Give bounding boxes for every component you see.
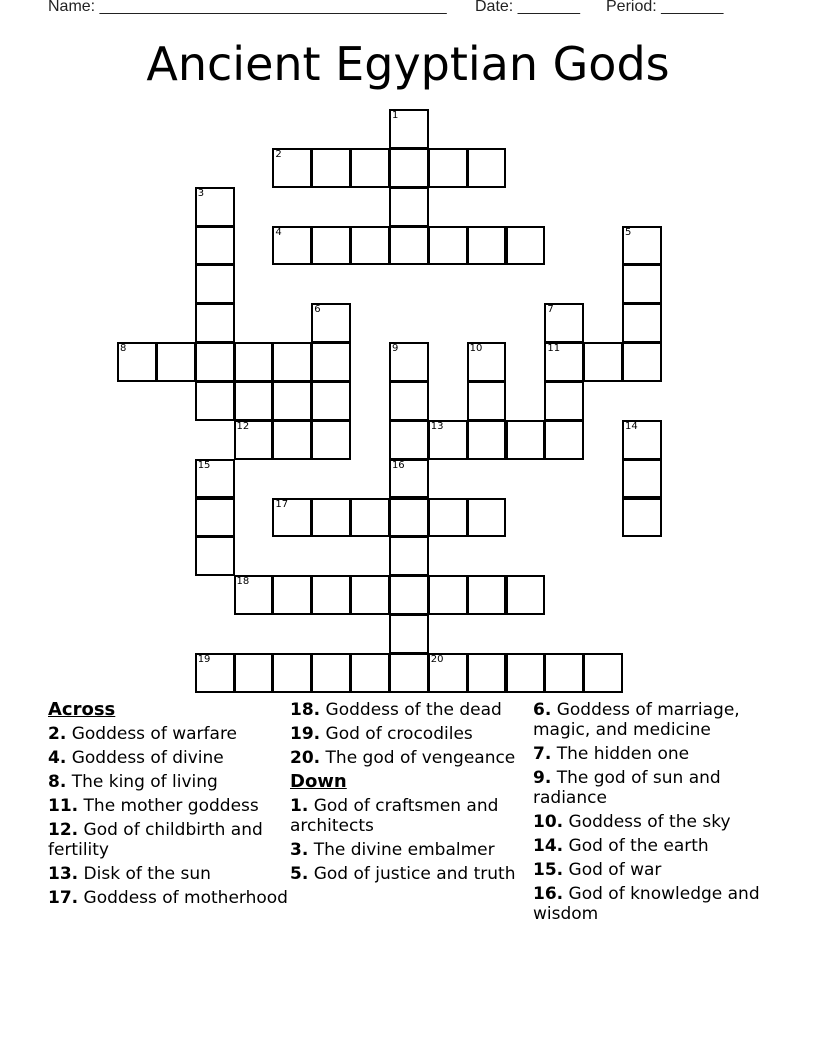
grid-cell[interactable] (622, 342, 662, 382)
clue-number: 10. (533, 812, 564, 832)
clue-text: The hidden one (556, 744, 690, 764)
grid-cell[interactable] (234, 420, 274, 460)
clue-number: 11. (48, 796, 79, 816)
grid-cell[interactable] (234, 575, 274, 615)
grid-cell[interactable] (506, 653, 546, 693)
clue-number: 16. (533, 884, 564, 904)
clue-item (48, 820, 288, 860)
grid-cell[interactable] (389, 536, 429, 576)
clue-number: 12. (48, 820, 79, 840)
clue-text: Goddess of warfare (71, 724, 238, 744)
across-heading: Across (48, 699, 116, 720)
cell-number: 6 (314, 304, 321, 316)
clue-item (533, 768, 773, 808)
clue-item (290, 748, 530, 768)
clue-text: The divine embalmer (313, 840, 495, 860)
clue-item (48, 864, 288, 884)
grid-cell[interactable] (156, 342, 196, 382)
clue-column-1 (48, 700, 288, 912)
grid-cell[interactable] (506, 226, 546, 266)
clue-text: The mother goddess (83, 796, 259, 816)
grid-cell[interactable] (195, 264, 235, 304)
grid-cell[interactable] (195, 381, 235, 421)
grid-cell[interactable] (350, 226, 390, 266)
grid-cell[interactable] (428, 653, 468, 693)
clue-number: 4. (48, 748, 67, 768)
clue-item (290, 700, 530, 720)
clue-number: 1. (290, 796, 309, 816)
date-field[interactable]: Date: _______ (475, 0, 580, 15)
clue-item (533, 812, 773, 832)
grid-cell[interactable] (311, 226, 351, 266)
grid-cell[interactable] (272, 420, 312, 460)
grid-cell[interactable] (544, 342, 584, 382)
clue-number: 20. (290, 748, 321, 768)
grid-cell[interactable] (311, 653, 351, 693)
clue-number: 2. (48, 724, 67, 744)
grid-cell[interactable] (428, 148, 468, 188)
grid-cell[interactable] (389, 187, 429, 227)
grid-cell[interactable] (467, 575, 507, 615)
grid-cell[interactable] (467, 148, 507, 188)
grid-cell[interactable] (622, 303, 662, 343)
grid-cell[interactable] (467, 342, 507, 382)
grid-cell[interactable] (389, 148, 429, 188)
grid-cell[interactable] (195, 226, 235, 266)
grid-cell[interactable] (272, 653, 312, 693)
grid-cell[interactable] (117, 342, 157, 382)
clue-text: The king of living (71, 772, 218, 792)
clue-text: Goddess of divine (71, 748, 224, 768)
grid-cell[interactable] (467, 653, 507, 693)
grid-cell[interactable] (234, 342, 274, 382)
grid-cell[interactable] (389, 342, 429, 382)
grid-cell[interactable] (350, 653, 390, 693)
clue-text: The god of sun and radiance (533, 768, 721, 808)
clue-item (533, 884, 773, 924)
grid-cell[interactable] (506, 420, 546, 460)
grid-cell[interactable] (272, 498, 312, 538)
grid-cell[interactable] (311, 498, 351, 538)
grid-cell[interactable] (544, 303, 584, 343)
grid-cell[interactable] (428, 226, 468, 266)
grid-cell[interactable] (234, 653, 274, 693)
clue-text: Goddess of marriage, magic, and medicine (533, 700, 740, 740)
grid-cell[interactable] (272, 148, 312, 188)
clue-number: 6. (533, 700, 552, 720)
clue-number: 5. (290, 864, 309, 884)
grid-cell[interactable] (195, 536, 235, 576)
grid-cell[interactable] (389, 109, 429, 149)
grid-cell[interactable] (195, 459, 235, 499)
grid-cell[interactable] (389, 498, 429, 538)
grid-cell[interactable] (272, 342, 312, 382)
grid-cell[interactable] (544, 653, 584, 693)
clue-item (290, 864, 530, 884)
grid-cell[interactable] (311, 148, 351, 188)
clue-number: 14. (533, 836, 564, 856)
cell-number: 1 (391, 110, 399, 121)
cell-number: 5 (625, 226, 632, 238)
clue-number: 13. (48, 864, 79, 884)
cell-number: 4 (275, 226, 282, 238)
grid-cell[interactable] (389, 459, 429, 499)
grid-cell[interactable] (389, 614, 429, 654)
cell-number: 16 (391, 459, 405, 471)
clue-number: 7. (533, 744, 552, 764)
grid-cell[interactable] (311, 420, 351, 460)
clue-column-3 (533, 700, 773, 928)
clue-text: Disk of the sun (83, 864, 211, 884)
clue-text: Goddess of the dead (325, 700, 502, 720)
clue-text: God of crocodiles (325, 724, 473, 744)
clue-text: God of childbirth and fertility (48, 820, 263, 860)
cell-number: 9 (391, 343, 399, 355)
name-field[interactable]: Name: _______________________________________ (48, 0, 447, 15)
down-heading: Down (290, 771, 347, 792)
clue-item (290, 724, 530, 744)
cell-number: 12 (236, 420, 250, 432)
cell-number: 14 (625, 420, 638, 432)
cell-number: 17 (275, 498, 289, 510)
clue-text: Goddess of the sky (568, 812, 731, 832)
cell-number: 7 (547, 304, 554, 316)
grid-cell[interactable] (428, 575, 468, 615)
grid-cell[interactable] (195, 187, 235, 227)
grid-cell[interactable] (467, 498, 507, 538)
cell-number: 10 (469, 343, 483, 355)
grid-cell[interactable] (467, 420, 507, 460)
clue-item (533, 860, 773, 880)
grid-cell[interactable] (350, 498, 390, 538)
clue-number: 3. (290, 840, 309, 860)
grid-cell[interactable] (467, 226, 507, 266)
grid-cell[interactable] (311, 575, 351, 615)
grid-cell[interactable] (622, 226, 662, 266)
grid-cell[interactable] (350, 575, 390, 615)
clue-item (48, 888, 288, 908)
cell-number: 3 (197, 187, 205, 199)
grid-cell[interactable] (195, 342, 235, 382)
grid-cell[interactable] (583, 342, 623, 382)
clue-item (290, 840, 530, 860)
grid-cell[interactable] (195, 303, 235, 343)
grid-cell[interactable] (544, 381, 584, 421)
clue-text: God of knowledge and wisdom (533, 884, 760, 924)
grid-cell[interactable] (311, 303, 351, 343)
grid-cell[interactable] (195, 498, 235, 538)
cell-number: 20 (430, 653, 444, 665)
clue-item (290, 796, 530, 836)
grid-cell[interactable] (389, 653, 429, 693)
clue-number: 15. (533, 860, 564, 880)
cell-number: 8 (120, 343, 127, 355)
clue-item (533, 836, 773, 856)
clue-number: 19. (290, 724, 321, 744)
grid-cell[interactable] (272, 381, 312, 421)
clue-number: 18. (290, 700, 321, 720)
grid-cell[interactable] (428, 420, 468, 460)
grid-cell[interactable] (622, 498, 662, 538)
grid-cell[interactable] (234, 381, 274, 421)
grid-cell[interactable] (311, 381, 351, 421)
clue-text: God of craftsmen and architects (290, 796, 499, 836)
clue-item (48, 772, 288, 792)
cell-number: 13 (430, 420, 444, 432)
clue-number: 9. (533, 768, 552, 788)
page-title: Ancient Egyptian Gods (146, 37, 670, 91)
cell-number: 15 (197, 459, 211, 471)
clue-column-2 (290, 700, 530, 888)
grid-cell[interactable] (583, 653, 623, 693)
grid-cell[interactable] (272, 575, 312, 615)
grid-cell[interactable] (272, 226, 312, 266)
clue-text: God of justice and truth (313, 864, 516, 884)
cell-number: 2 (275, 148, 282, 160)
grid-cell[interactable] (506, 575, 546, 615)
clue-item (48, 724, 288, 744)
clue-number: 17. (48, 888, 79, 908)
grid-cell[interactable] (389, 381, 429, 421)
grid-cell[interactable] (389, 420, 429, 460)
grid-cell[interactable] (467, 381, 507, 421)
cell-number: 11 (547, 343, 561, 355)
clue-number: 8. (48, 772, 67, 792)
grid-cell[interactable] (544, 420, 584, 460)
cell-number: 19 (197, 653, 211, 665)
clue-item (533, 744, 773, 764)
clue-text: The god of vengeance (325, 748, 516, 768)
clue-item (48, 796, 288, 816)
grid-cell[interactable] (311, 342, 351, 382)
period-field[interactable]: Period: _______ (606, 0, 724, 15)
clue-item (48, 748, 288, 768)
grid-cell[interactable] (389, 575, 429, 615)
grid-cell[interactable] (622, 459, 662, 499)
grid-cell[interactable] (622, 420, 662, 460)
clue-text: Goddess of motherhood (83, 888, 288, 908)
grid-cell[interactable] (350, 148, 390, 188)
clue-text: God of war (568, 860, 662, 880)
grid-cell[interactable] (389, 226, 429, 266)
clue-text: God of the earth (568, 836, 709, 856)
grid-cell[interactable] (195, 653, 235, 693)
grid-cell[interactable] (622, 264, 662, 304)
clue-item (533, 700, 773, 740)
cell-number: 18 (236, 576, 250, 588)
grid-cell[interactable] (428, 498, 468, 538)
